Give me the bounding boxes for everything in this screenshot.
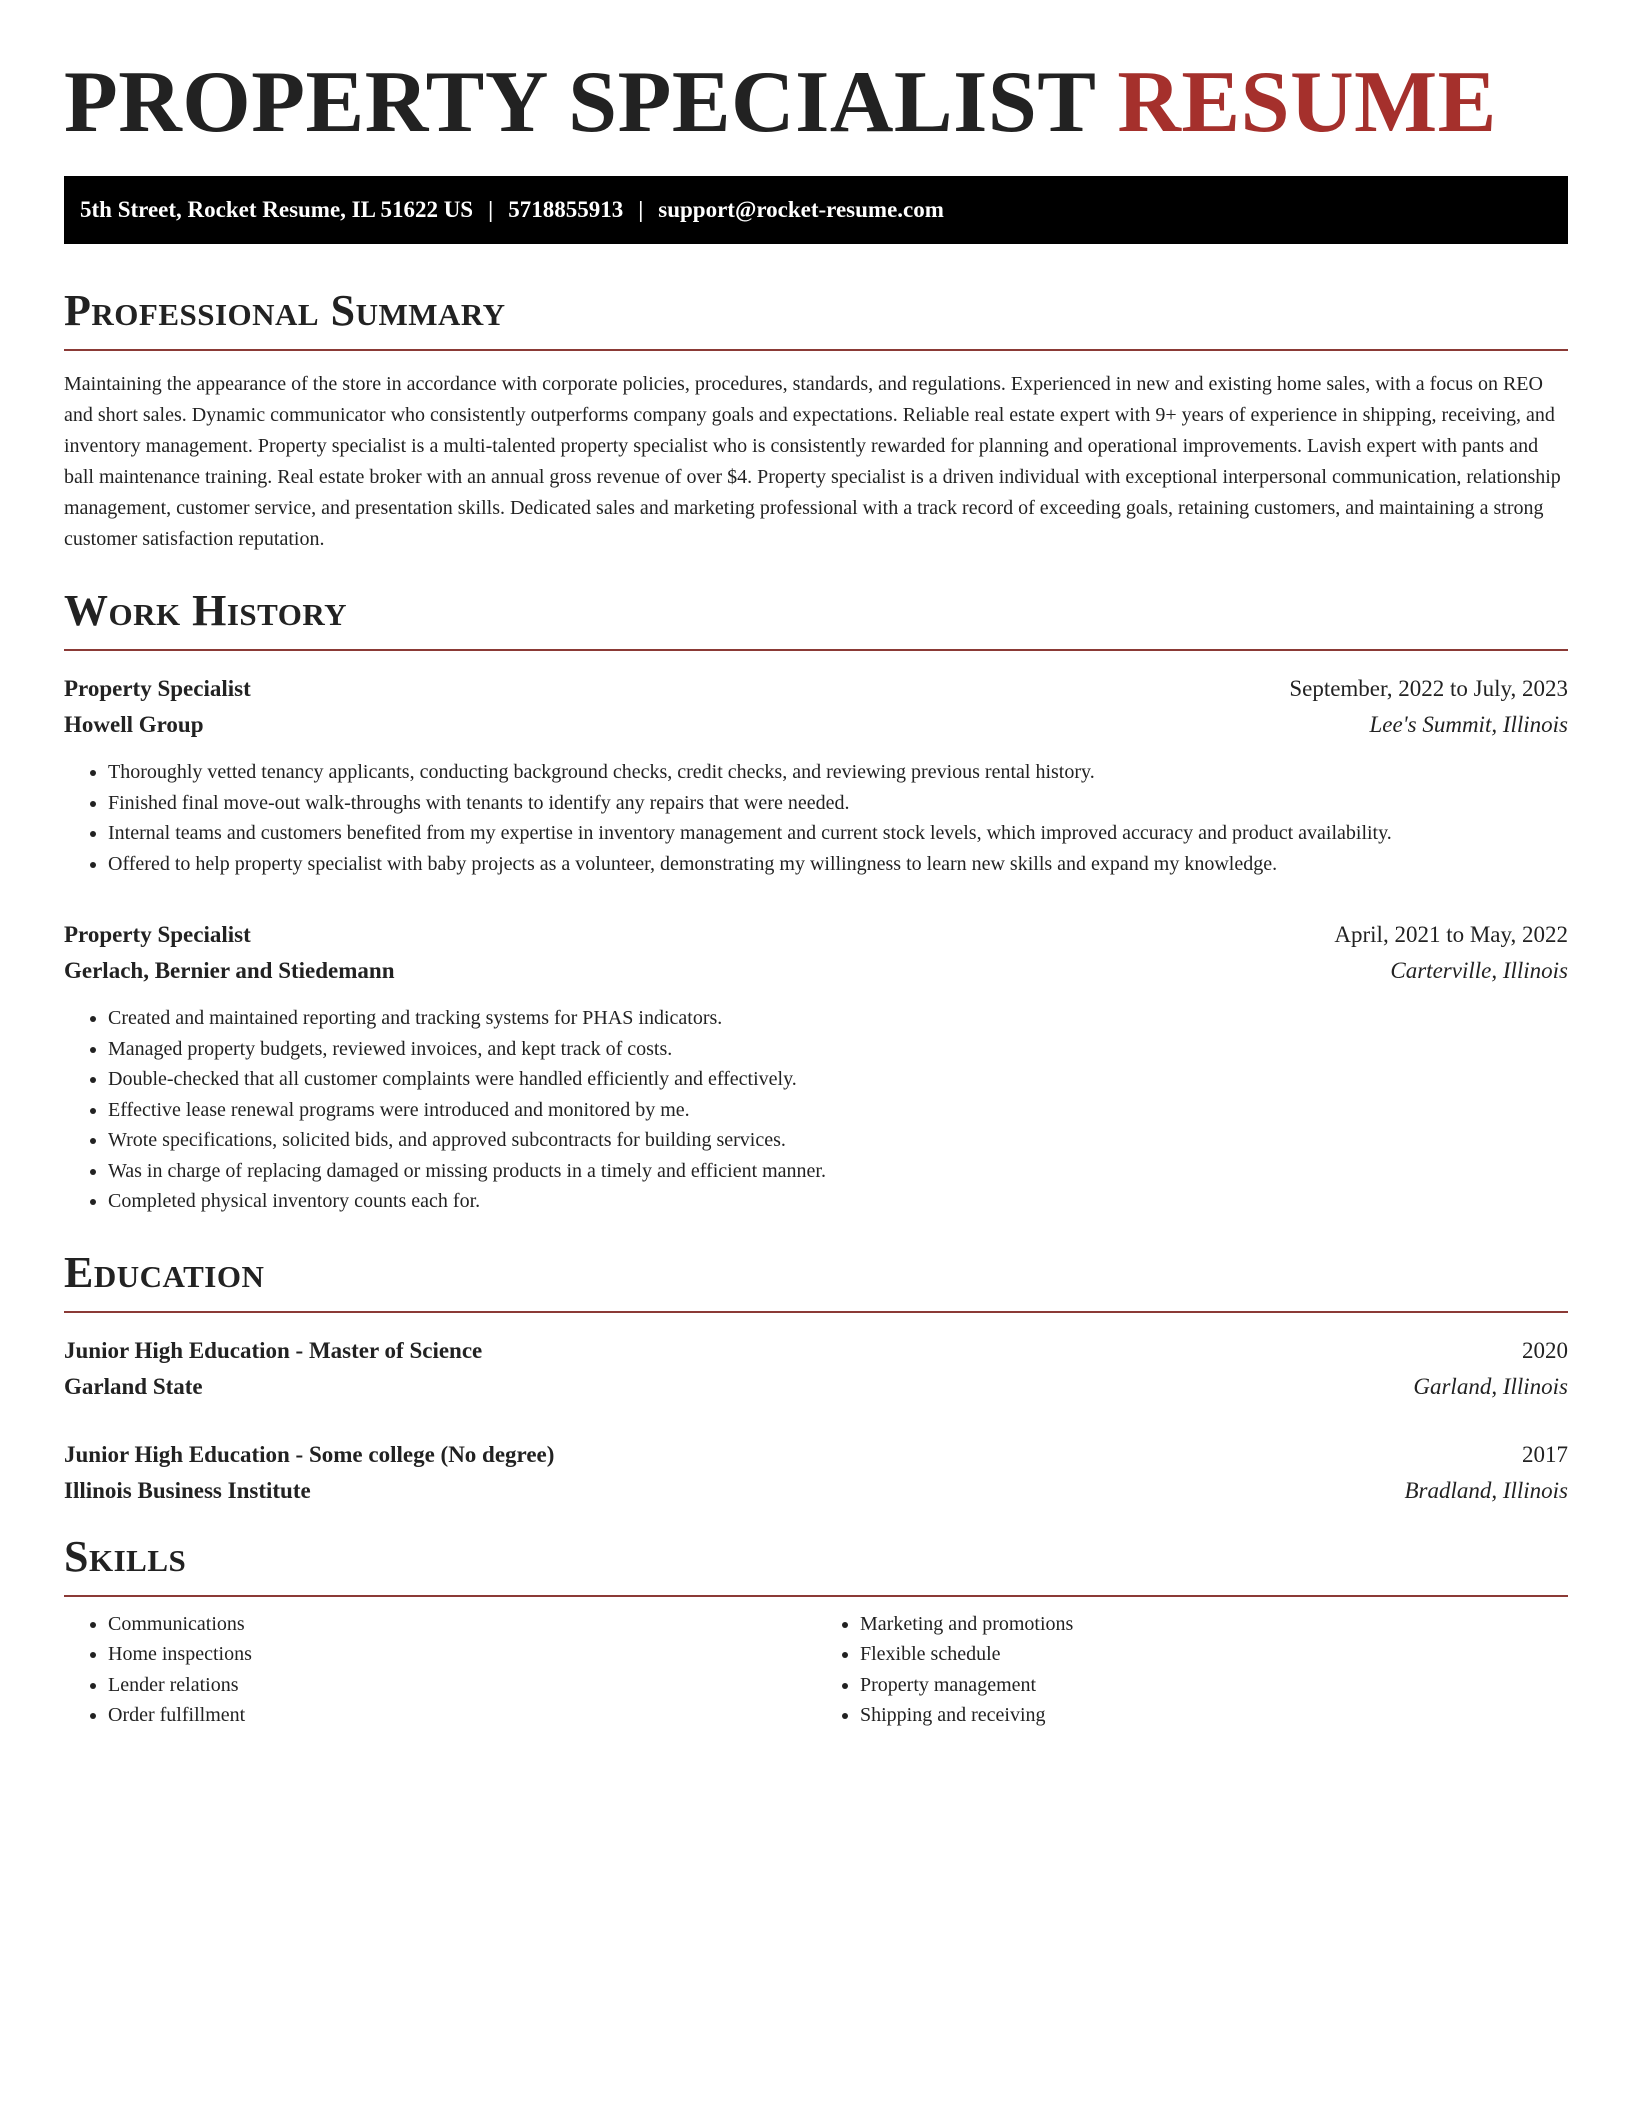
skill-item: • Communications bbox=[108, 1609, 816, 1640]
skill-item: • Home inspections bbox=[108, 1639, 816, 1670]
job-entry bbox=[64, 917, 1568, 1217]
education-school: Garland State bbox=[64, 1373, 203, 1399]
contact-separator: | bbox=[488, 197, 494, 222]
skill-item: • Shipping and receiving bbox=[860, 1700, 1568, 1731]
skill-item: • Property management bbox=[860, 1670, 1568, 1701]
education-degree: Junior High Education - Master of Science bbox=[64, 1337, 483, 1363]
job-bullet: • Internal teams and customers benefited from my expertise in inventory management and current stock levels, which improved accuracy and product availability. bbox=[108, 818, 1568, 849]
job-bullet: • Managed property budgets, reviewed invoices, and kept track of costs. bbox=[108, 1034, 1568, 1065]
job-bullet: • Double-checked that all customer complaints were handled efficiently and effectively. bbox=[108, 1064, 1568, 1095]
title-main: PROPERTY SPECIALIST bbox=[64, 54, 1095, 151]
job-bullet: • Finished final move-out walk-throughs with tenants to identify any repairs that were needed. bbox=[108, 788, 1568, 819]
contact-phone: 5718855913 bbox=[508, 197, 624, 222]
education-school: Illinois Business Institute bbox=[64, 1477, 311, 1503]
job-bullets bbox=[64, 757, 1568, 879]
education-entry bbox=[64, 1333, 1568, 1405]
job-bullet: • Thoroughly vetted tenancy applicants, conducting background checks, credit checks, and reviewing previous rental history. bbox=[108, 757, 1568, 788]
contact-separator: | bbox=[638, 197, 644, 222]
job-location: Carterville, Illinois bbox=[1390, 958, 1568, 983]
job-bullet: • Offered to help property specialist with baby projects as a volunteer, demonstrating my willingness to learn new skills and expand my knowledge. bbox=[108, 849, 1568, 880]
job-dates: September, 2022 to July, 2023 bbox=[1289, 676, 1568, 701]
work-history-heading: Work History bbox=[64, 585, 1568, 651]
job-bullet: • Wrote specifications, solicited bids, and approved subcontracts for building services. bbox=[108, 1125, 1568, 1156]
skills-list-right bbox=[816, 1609, 1568, 1731]
job-entry bbox=[64, 671, 1568, 879]
skills-list-left bbox=[64, 1609, 816, 1731]
job-dates: April, 2021 to May, 2022 bbox=[1334, 922, 1568, 947]
job-company: Howell Group bbox=[64, 712, 204, 737]
skill-item: • Lender relations bbox=[108, 1670, 816, 1701]
job-title: Property Specialist bbox=[64, 922, 251, 947]
skill-item: • Order fulfillment bbox=[108, 1700, 816, 1731]
skills-heading: Skills bbox=[64, 1531, 1568, 1597]
summary-text: Maintaining the appearance of the store in accordance with corporate policies, procedures, standards, and regulations. Experienced in new and existing home sales, with a focus on REO and short sales. Dynamic communicator who consistently outperforms company goals and expectations. Reliable real estate expert with 9+ years of experience in shipping, receiving, and inventory management. Property specialist is a multi-talented property specialist who is consistently rewarded for planning and operational improvements. Lavish expert with pants and ball maintenance training. Real estate broker with an annual gross revenue of over $4. Property specialist is a driven individual with exceptional interpersonal communication, relationship management, customer service, and presentation skills. Dedicated sales and marketing professional with a track record of exceeding goals, retaining customers, and maintaining a strong customer satisfaction reputation. bbox=[64, 373, 1561, 550]
job-bullets bbox=[64, 1003, 1568, 1217]
education-degree-row bbox=[64, 1333, 1568, 1369]
job-location: Lee's Summit, Illinois bbox=[1369, 712, 1568, 737]
education-location: Bradland, Illinois bbox=[1404, 1477, 1568, 1503]
education-degree: Junior High Education - Some college (No degree) bbox=[64, 1441, 555, 1467]
education-entry bbox=[64, 1437, 1568, 1509]
job-title: Property Specialist bbox=[64, 676, 251, 701]
skills-grid bbox=[64, 1609, 1568, 1731]
summary-heading: Professional Summary bbox=[64, 285, 1568, 351]
education-degree-row bbox=[64, 1437, 1568, 1473]
contact-bar bbox=[64, 176, 1568, 244]
job-title-row bbox=[64, 917, 1568, 953]
job-company: Gerlach, Bernier and Stiedemann bbox=[64, 958, 395, 983]
education-location: Garland, Illinois bbox=[1413, 1373, 1568, 1399]
job-bullet: • Was in charge of replacing damaged or missing products in a timely and efficient manner. bbox=[108, 1156, 1568, 1187]
job-company-row bbox=[64, 953, 1568, 989]
education-school-row bbox=[64, 1473, 1568, 1509]
title-accent: RESUME bbox=[1117, 54, 1497, 151]
job-bullet: • Created and maintained reporting and tracking systems for PHAS indicators. bbox=[108, 1003, 1568, 1034]
contact-email: support@rocket-resume.com bbox=[658, 197, 944, 222]
job-bullet: • Completed physical inventory counts each for. bbox=[108, 1186, 1568, 1217]
contact-address: 5th Street, Rocket Resume, IL 51622 US bbox=[80, 197, 474, 222]
education-year: 2017 bbox=[1522, 1441, 1568, 1467]
skill-item: • Flexible schedule bbox=[860, 1639, 1568, 1670]
education-heading: Education bbox=[64, 1247, 1568, 1313]
job-bullet: • Effective lease renewal programs were introduced and monitored by me. bbox=[108, 1095, 1568, 1126]
education-school-row bbox=[64, 1369, 1568, 1405]
job-title-row bbox=[64, 671, 1568, 707]
job-company-row bbox=[64, 707, 1568, 743]
skill-item: • Marketing and promotions bbox=[860, 1609, 1568, 1640]
resume-title bbox=[64, 0, 1568, 176]
education-year: 2020 bbox=[1522, 1337, 1568, 1363]
